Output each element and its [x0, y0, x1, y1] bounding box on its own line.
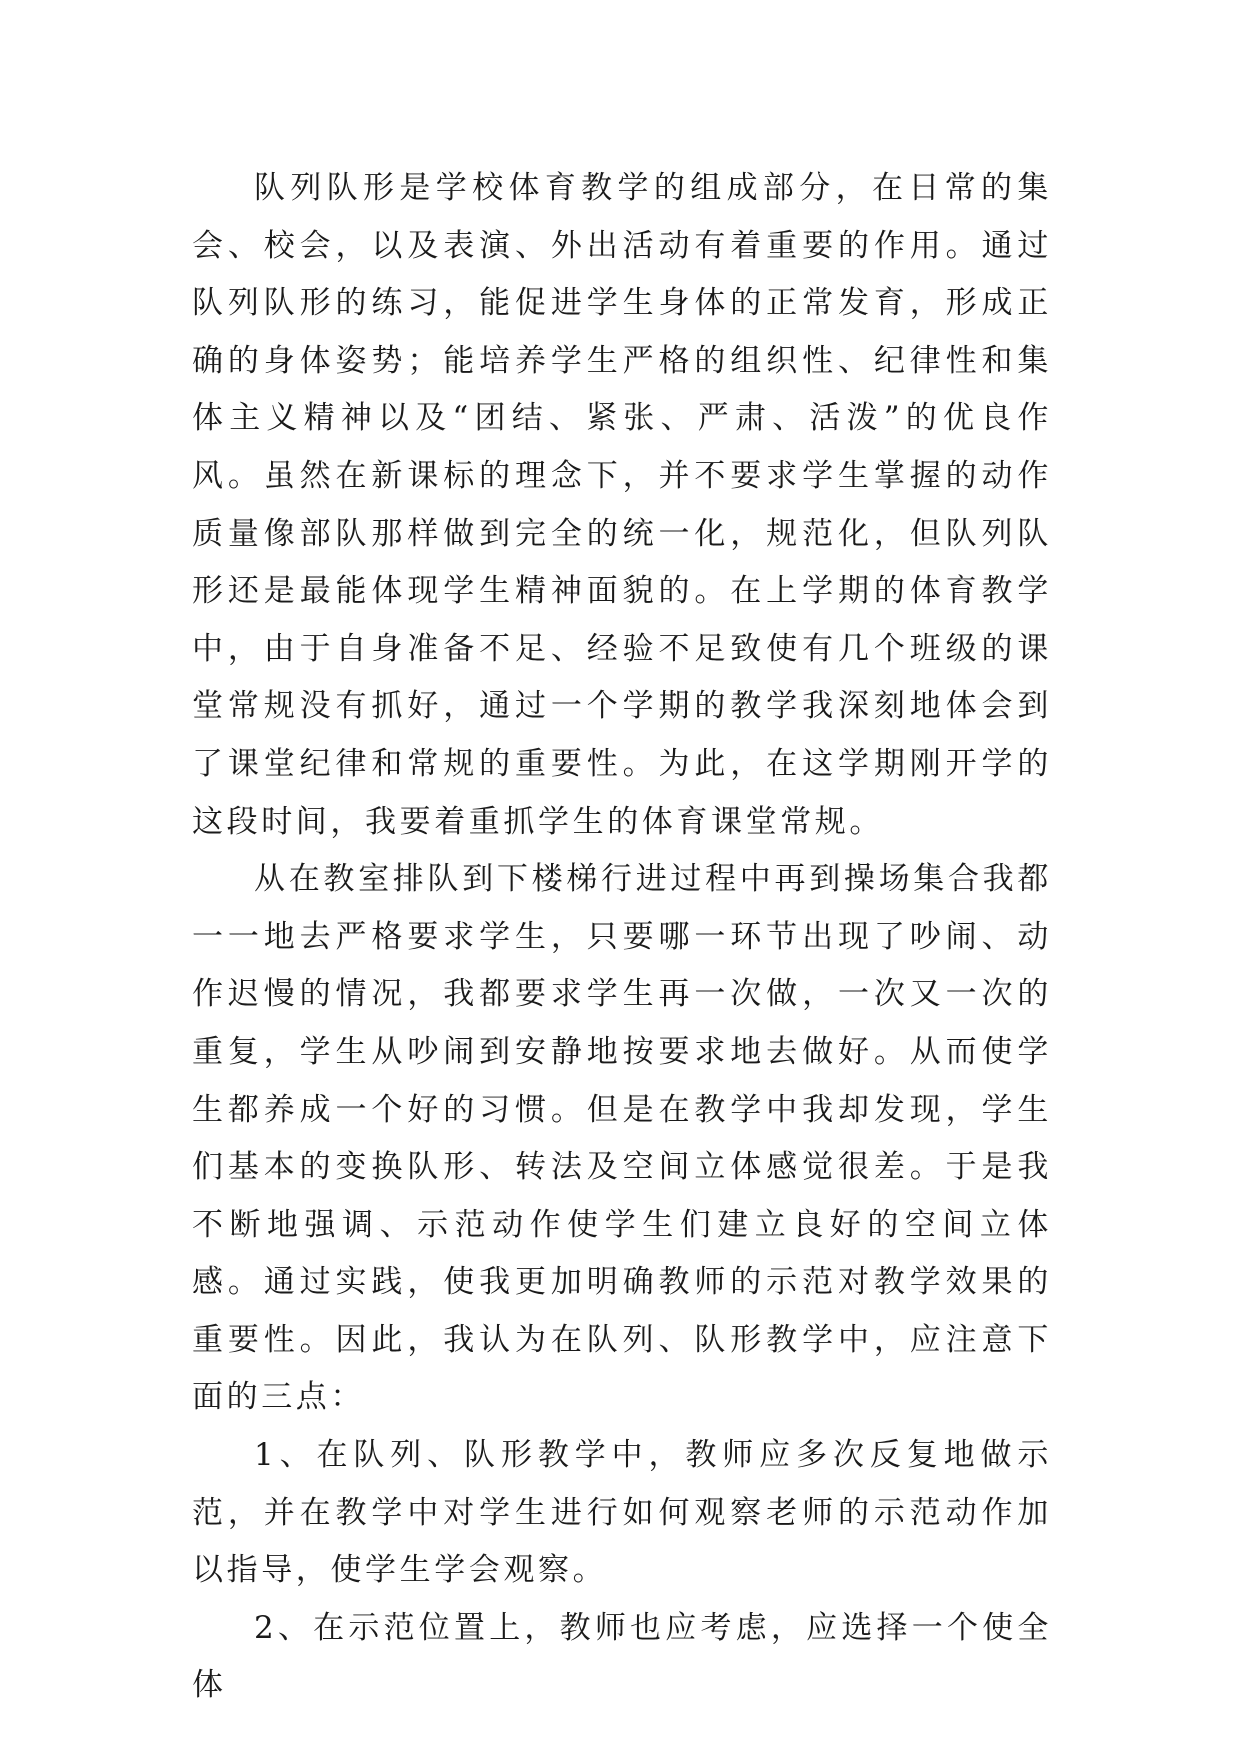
paragraph-practice: 从在教室排队到下楼梯行进过程中再到操场集合我都一一地去严格要求学生，只要哪一环节出现了吵闹、动作迟慢的情况，我都要求学生再一次做，一次又一次的重复，学生从吵闹到安静地按要求地去做好。从而使学生都养成一个好的习惯。但是在教学中我却发现，学生们基本的变换队形、转法及空间立体感觉很差。于是我不断地强调、示范动作使学生们建立良好的空间立体感。通过实践，使我更加明确教师的示范对教学效果的重要性。因此，我认为在队列、队形教学中，应注意下面的三点：	[192, 861, 1052, 1416]
paragraph-point-2: 2、在示范位置上，教师也应考虑，应选择一个使全体	[192, 1609, 1052, 1704]
paragraph-point-1: 1、在队列、队形教学中，教师应多次反复地做示范，并在教学中对学生进行如何观察老师的示范动作加以指导，使学生学会观察。	[192, 1437, 1052, 1589]
document-body	[192, 160, 1052, 1715]
paragraph-intro: 队列队形是学校体育教学的组成部分，在日常的集会、校会，以及表演、外出活动有着重要的作用。通过队列队形的练习，能促进学生身体的正常发育，形成正确的身体姿势；能培养学生严格的组织性、纪律性和集体主义精神以及“团结、紧张、严肃、活泼”的优良作风。虽然在新课标的理念下，并不要求学生掌握的动作质量像部队那样做到完全的统一化，规范化，但队列队形还是最能体现学生精神面貌的。在上学期的体育教学中，由于自身准备不足、经验不足致使有几个班级的课堂常规没有抓好，通过一个学期的教学我深刻地体会到了课堂纪律和常规的重要性。为此，在这学期刚开学的这段时间，我要着重抓学生的体育课堂常规。	[192, 170, 1052, 840]
